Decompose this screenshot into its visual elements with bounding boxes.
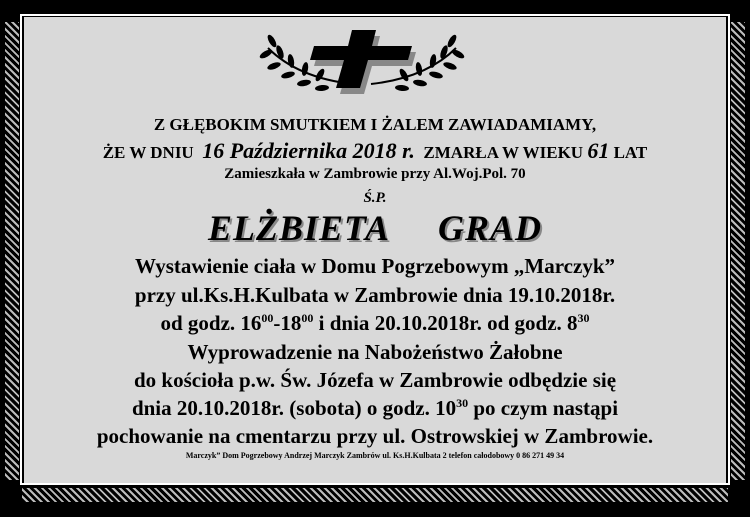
- hours-from-label-2: od godz.: [487, 311, 562, 335]
- hour-separator: -: [273, 311, 281, 335]
- hour-start: [240, 311, 273, 335]
- and-day-label: i dnia: [318, 311, 370, 335]
- funeral-hour-value: 10: [435, 396, 457, 420]
- funeral-line: [24, 396, 726, 421]
- age: 61: [587, 138, 610, 163]
- death-line-prefix: ŻE W DNIU: [102, 143, 194, 162]
- after-label: po czym nastąpi: [473, 396, 619, 420]
- hour-second: [567, 311, 590, 335]
- border-pattern-right: [731, 22, 745, 480]
- border-pattern-bottom: [22, 488, 728, 502]
- procession-line: Wyprowadzenie na Nabożeństwo Żałobne: [187, 340, 563, 364]
- day-label: dnia: [131, 396, 172, 420]
- viewing-place-prefix: przy ul.Ks.H.Kulbata w Zambrowie dnia: [134, 283, 503, 307]
- death-line-mid: ZMARŁA W WIEKU: [423, 143, 584, 162]
- border-pattern-left: [5, 22, 19, 480]
- viewing-hours-line: [24, 311, 726, 336]
- hour-end-minutes: 00: [301, 311, 314, 325]
- funeral-hour: [435, 396, 468, 420]
- viewing-line: Wystawienie ciała w Domu Pogrzebowym „Marczyk”: [135, 254, 615, 278]
- residence-line: Zamieszkała w Zambrowie przy Al.Woj.Pol. 70: [224, 166, 526, 182]
- church-line: do kościoła p.w. Św. Józefa w Zambrowie odbędzie się: [133, 368, 617, 392]
- hour-second-minutes: 30: [577, 311, 590, 325]
- death-line: [24, 138, 726, 164]
- funeral-hour-minutes: 30: [456, 396, 469, 410]
- hour-end: [280, 311, 313, 335]
- hour-end-value: 18: [280, 311, 302, 335]
- at-hour-label: o godz.: [366, 396, 430, 420]
- viewing-date: 19.10.2018r.: [507, 283, 616, 307]
- death-line-suffix: LAT: [613, 143, 648, 162]
- second-date: 20.10.2018r.: [374, 311, 482, 335]
- hour-start-value: 16: [240, 311, 262, 335]
- footer-contact: Marczyk” Dom Pogrzebowy Andrzej Marczyk Zambrów ul. Ks.H.Kulbata 2 telefon całodobowy 0 86 271 49 34: [185, 451, 565, 460]
- funeral-date: 20.10.2018r. (sobota): [176, 396, 362, 420]
- intro-line: Z GŁĘBOKIM SMUTKIEM I ŻALEM ZAWIADAMIAMY,: [153, 115, 597, 134]
- hour-start-minutes: 00: [261, 311, 274, 325]
- viewing-place-line: [24, 283, 726, 308]
- hour-second-value: 8: [567, 311, 578, 335]
- first-name: ELŻBIETA: [207, 208, 390, 248]
- last-name: GRAD: [438, 208, 543, 248]
- death-date: 16 Października 2018 r.: [202, 138, 415, 163]
- sp-label: Ś.P.: [363, 190, 387, 206]
- burial-line: pochowanie na cmentarzu przy ul. Ostrowskiej w Zambrowie.: [96, 424, 654, 448]
- deceased-name: [24, 207, 726, 249]
- hours-from-label: od godz.: [160, 311, 236, 335]
- cross-branches-icon: [258, 26, 466, 96]
